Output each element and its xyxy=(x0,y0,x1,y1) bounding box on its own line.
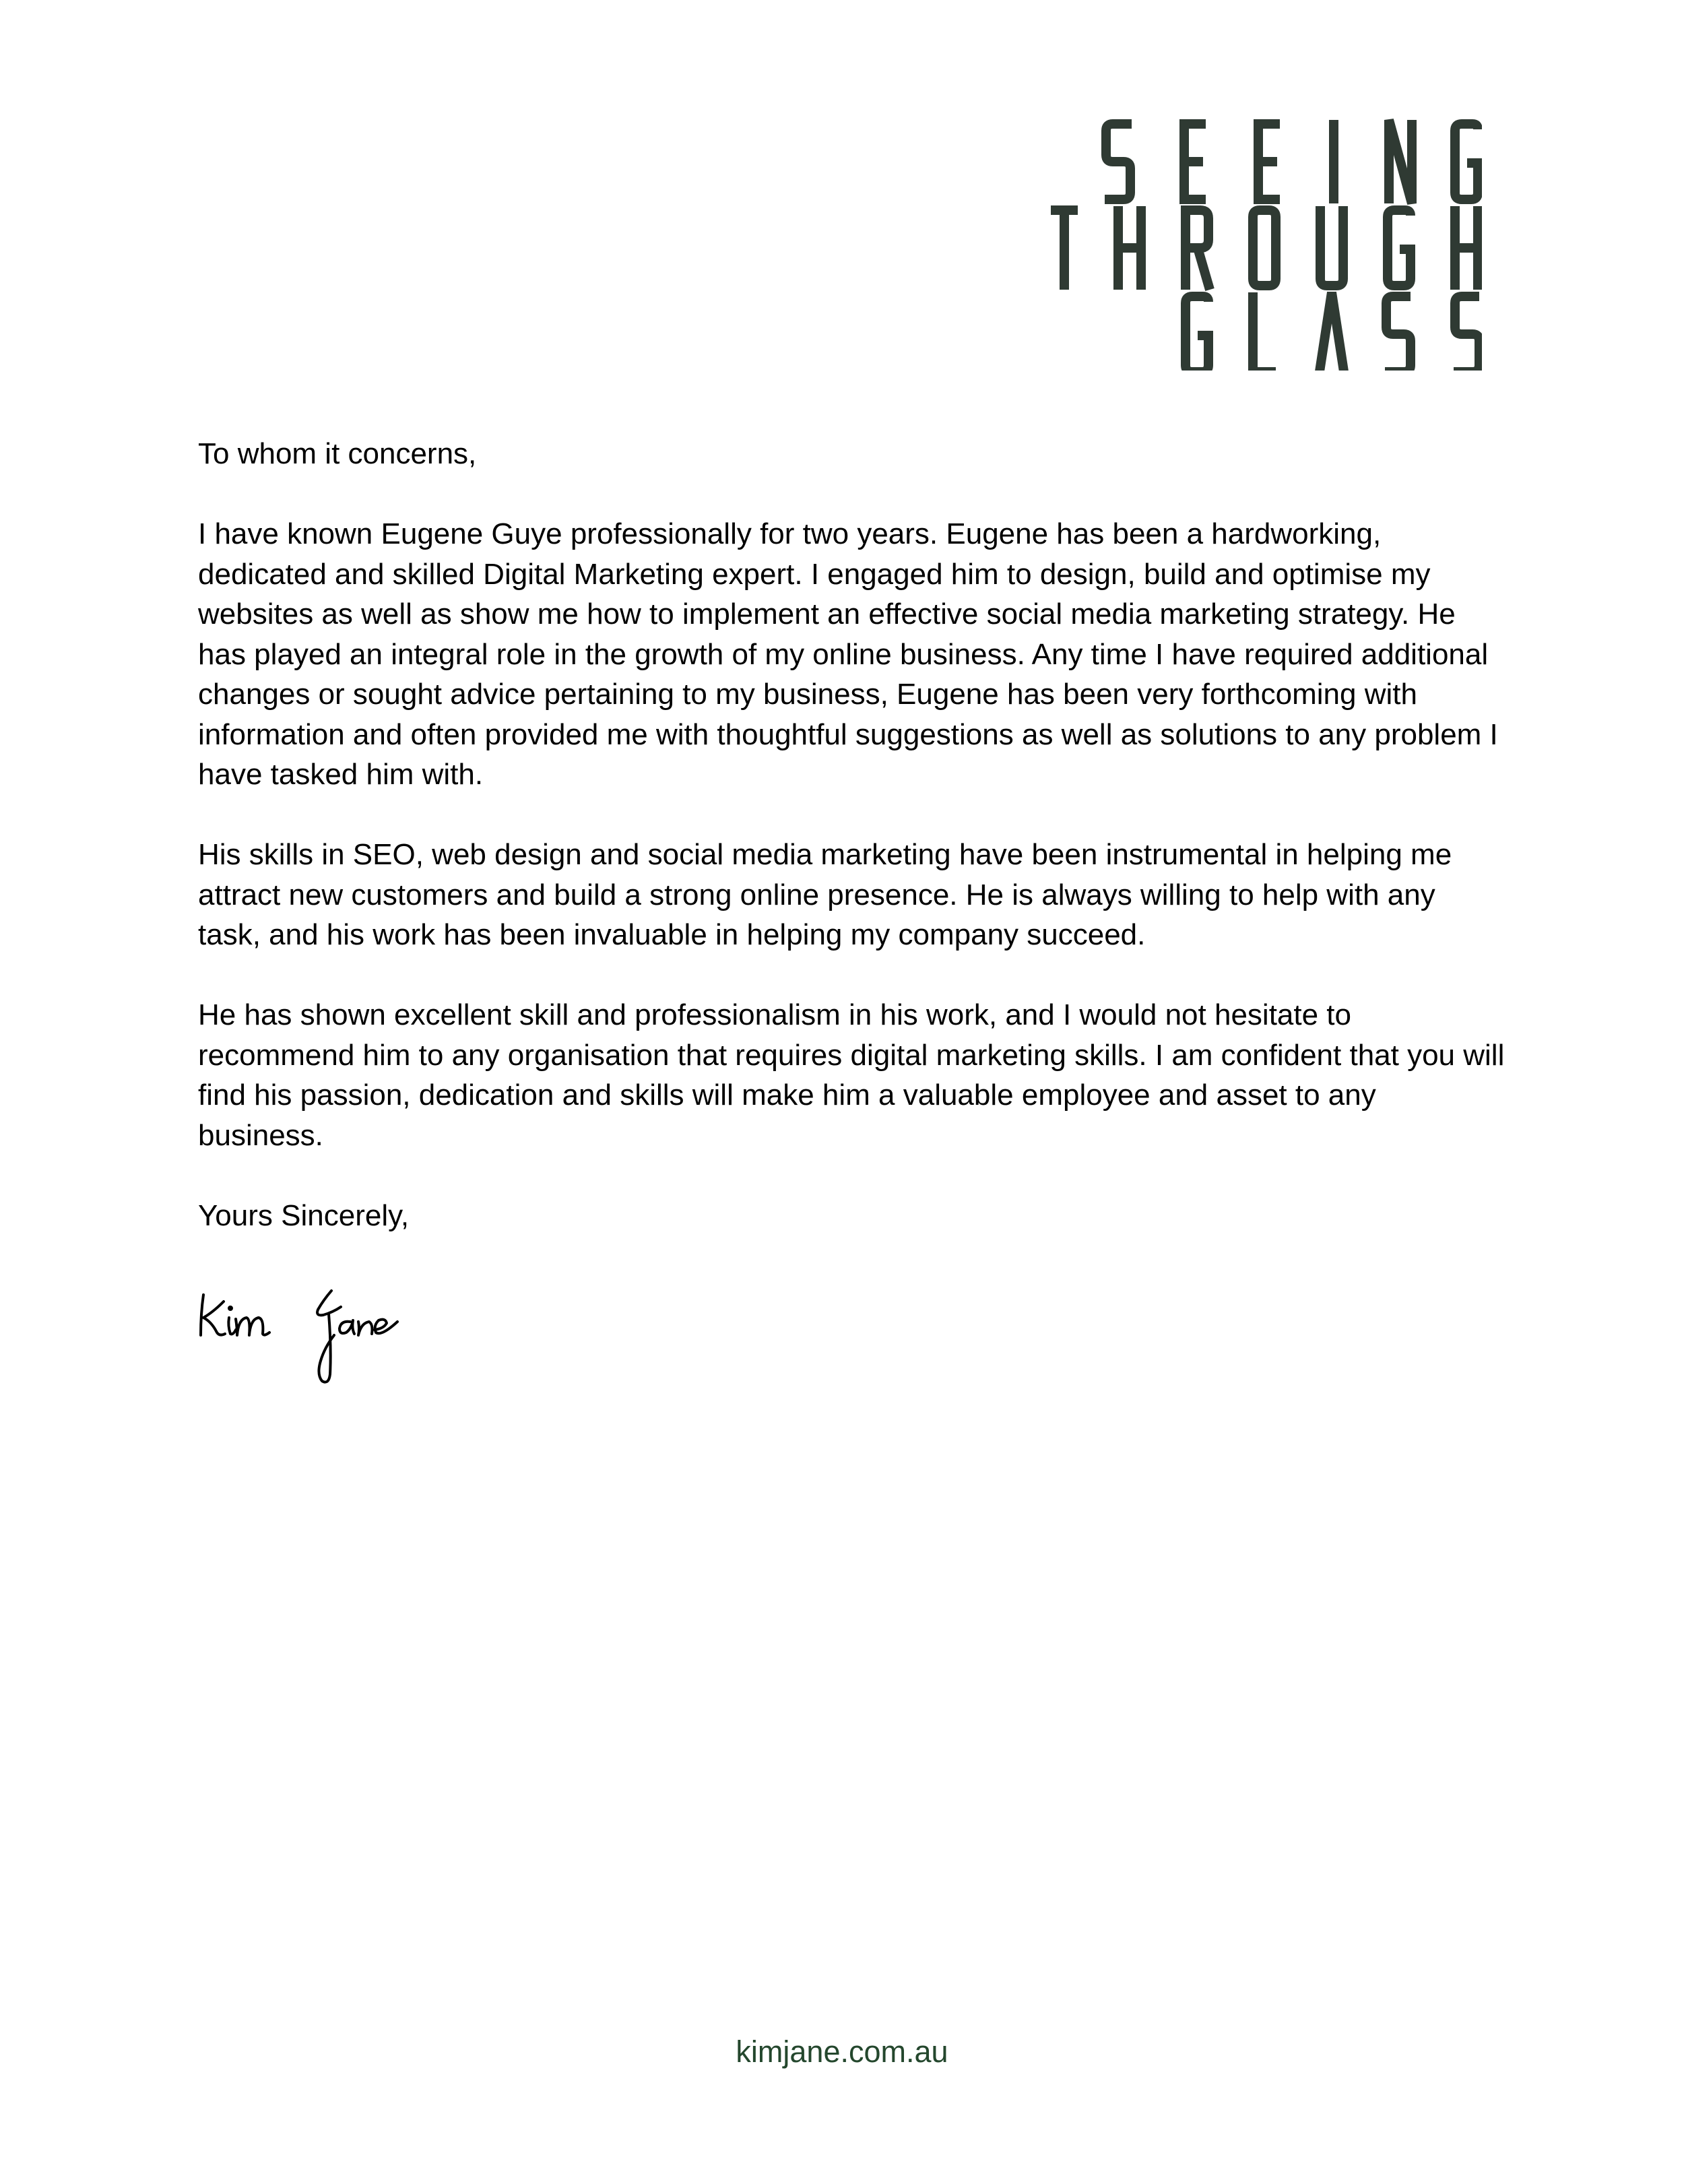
handwritten-signature xyxy=(197,1287,439,1388)
logo-line-glass xyxy=(1186,292,1479,371)
logo-line-seeing xyxy=(1105,120,1478,203)
salutation: To whom it concerns, xyxy=(198,437,477,470)
brand-logo xyxy=(1051,115,1482,371)
letter-body xyxy=(198,434,1505,1235)
logo-line-through xyxy=(1051,206,1478,290)
paragraph-2: His skills in SEO, web design and social media marketing have been instrumental in helping me attract new customers and build a strong online presence. He is always willing to help with any task, and his work has been invaluable in helping my company succeed. xyxy=(198,838,1452,951)
paragraph-3: He has shown excellent skill and professionalism in his work, and I would not hesitate to recommend him to any organisation that requires digital marketing skills. I am confident that you will find his passion, dedication and skills will make him a valuable employee and asset to any business. xyxy=(198,998,1505,1152)
footer-website[interactable]: kimjane.com.au xyxy=(736,2034,948,2069)
closing: Yours Sincerely, xyxy=(198,1198,410,1232)
paragraph-1: I have known Eugene Guye professionally for two years. Eugene has been a hardworking, dedicated and skilled Digital Marketing expert. I engaged him to design, build and optimise my websites as well as show me how to implement an effective social media marketing strategy. He has played an integral role in the growth of my online business. Any time I have required additional changes or sought advice pertaining to my business, Eugene has been very forthcoming with information and often provided me with thoughtful suggestions as well as solutions to any problem I have tasked him with. xyxy=(198,517,1498,791)
